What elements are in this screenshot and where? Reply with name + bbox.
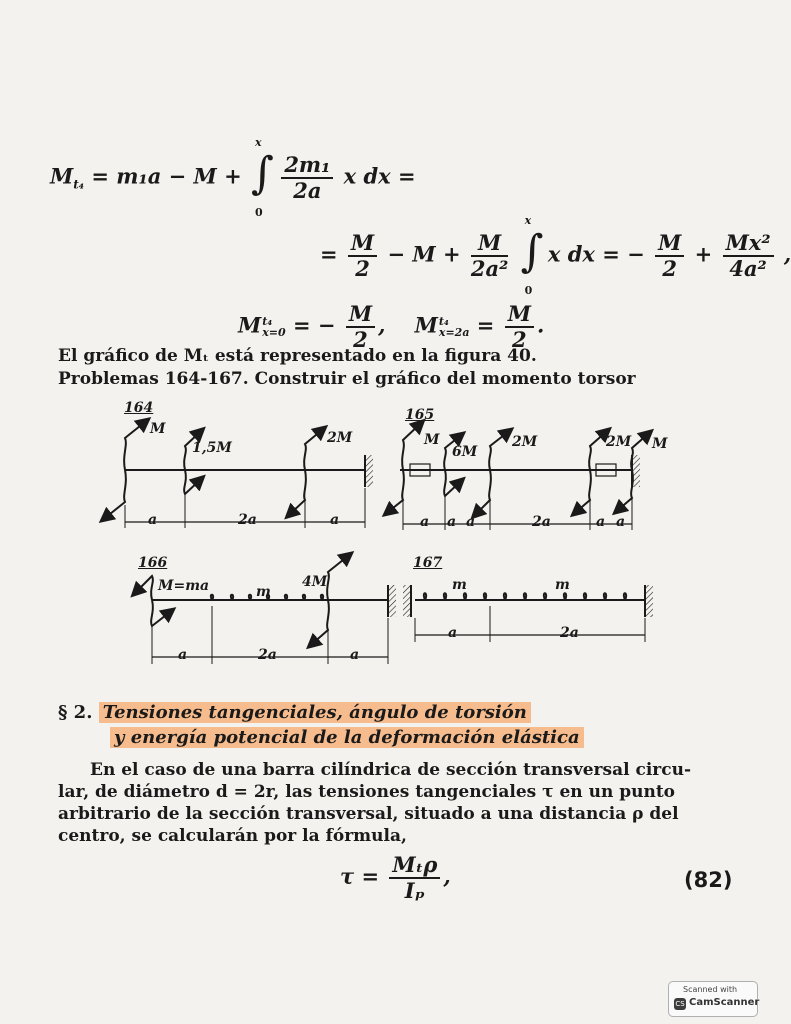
- dim-label: a: [420, 514, 430, 530]
- camscanner-logo-icon: CS: [675, 1000, 685, 1008]
- dim-label: a: [148, 512, 158, 528]
- figure-number-164: 164: [124, 400, 154, 416]
- load-label: 2M: [512, 434, 538, 450]
- dim-label: a: [466, 514, 476, 530]
- load-label: 1,5M: [192, 440, 232, 456]
- load-label: 4M: [302, 574, 328, 590]
- dim-label: a: [596, 514, 606, 530]
- equation-line-1: $M_{t_4} = m_1a - M$ + x ∫ 0 $\frac{\text{2m₁}}{2a}$ x dx =: [50, 136, 416, 219]
- load-label: m: [452, 577, 467, 593]
- equation-line-2: = $\frac{M}{2}$ − M + $\frac{M}{\text{2a²}}$ x ∫ 0 x dx = − $\frac{M}{2}$ + $\frac{\text{Mx²}}{\text{4a²}}$ ,: [320, 214, 791, 297]
- load-label: m: [555, 577, 570, 593]
- dim-label: a: [616, 514, 626, 530]
- load-label: 2M: [327, 430, 353, 446]
- integral-sign: x ∫ 0: [520, 214, 544, 297]
- graph-reference-text: El gráfico de Mₜ está representado en la figura 40.: [58, 346, 537, 366]
- load-label: M: [652, 436, 668, 452]
- formula-number: (82): [684, 868, 733, 892]
- dim-label: a: [448, 625, 458, 641]
- dim-label: a: [350, 647, 360, 663]
- section-title-line-1: Tensiones tangenciales, ángulo de torsión: [99, 702, 531, 723]
- integral-sign: x ∫ 0: [251, 136, 274, 219]
- figure-167: [403, 585, 653, 642]
- body-line: arbitrario de la sección transversal, situado a una distancia ρ del: [58, 804, 679, 824]
- load-label: M=ma: [158, 578, 210, 594]
- load-label: m: [256, 584, 271, 600]
- load-label: M: [424, 432, 440, 448]
- equation-line-3: Mt₄ x=0 = − $\frac{M}{2}$ , Mt₄ x=2a = $\frac{M}{2}$ .: [238, 301, 545, 353]
- dim-label: a: [178, 647, 188, 663]
- load-label: M: [150, 421, 166, 437]
- dim-label: 2a: [258, 647, 277, 663]
- fraction: $\frac{\text{2m₁}}{2a}$: [281, 153, 333, 203]
- load-label: 6M: [452, 444, 478, 460]
- body-line: En el caso de una barra cilíndrica de sección transversal circu-: [90, 760, 692, 780]
- dim-label: a: [447, 514, 457, 530]
- figure-number-165: 165: [405, 407, 435, 423]
- formula-82: τ = $\frac{\text{Mₜρ}}{\text{Iₚ}}$ ,: [340, 852, 451, 904]
- dim-label: 2a: [238, 512, 257, 528]
- figure-number-167: 167: [413, 555, 443, 571]
- body-line: centro, se calcularán por la fórmula,: [58, 826, 407, 846]
- dim-label: 2a: [532, 514, 551, 530]
- section-heading: § 2. Tensiones tangenciales, ángulo de torsión: [58, 702, 531, 723]
- load-label: 2M: [606, 434, 632, 450]
- dim-label: 2a: [560, 625, 579, 641]
- figure-number-166: 166: [138, 555, 168, 571]
- problems-text: Problemas 164-167. Construir el gráfico del momento torsor: [58, 369, 636, 389]
- body-line: lar, de diámetro d = 2r, las tensiones tangenciales τ en un punto: [58, 782, 676, 802]
- section-heading-2: [110, 727, 584, 748]
- scanner-watermark: Scanned with CS CamScanner: [668, 981, 758, 1017]
- section-title-line-2: y energía potencial de la deformación elástica: [110, 727, 584, 748]
- dim-label: a: [330, 512, 340, 528]
